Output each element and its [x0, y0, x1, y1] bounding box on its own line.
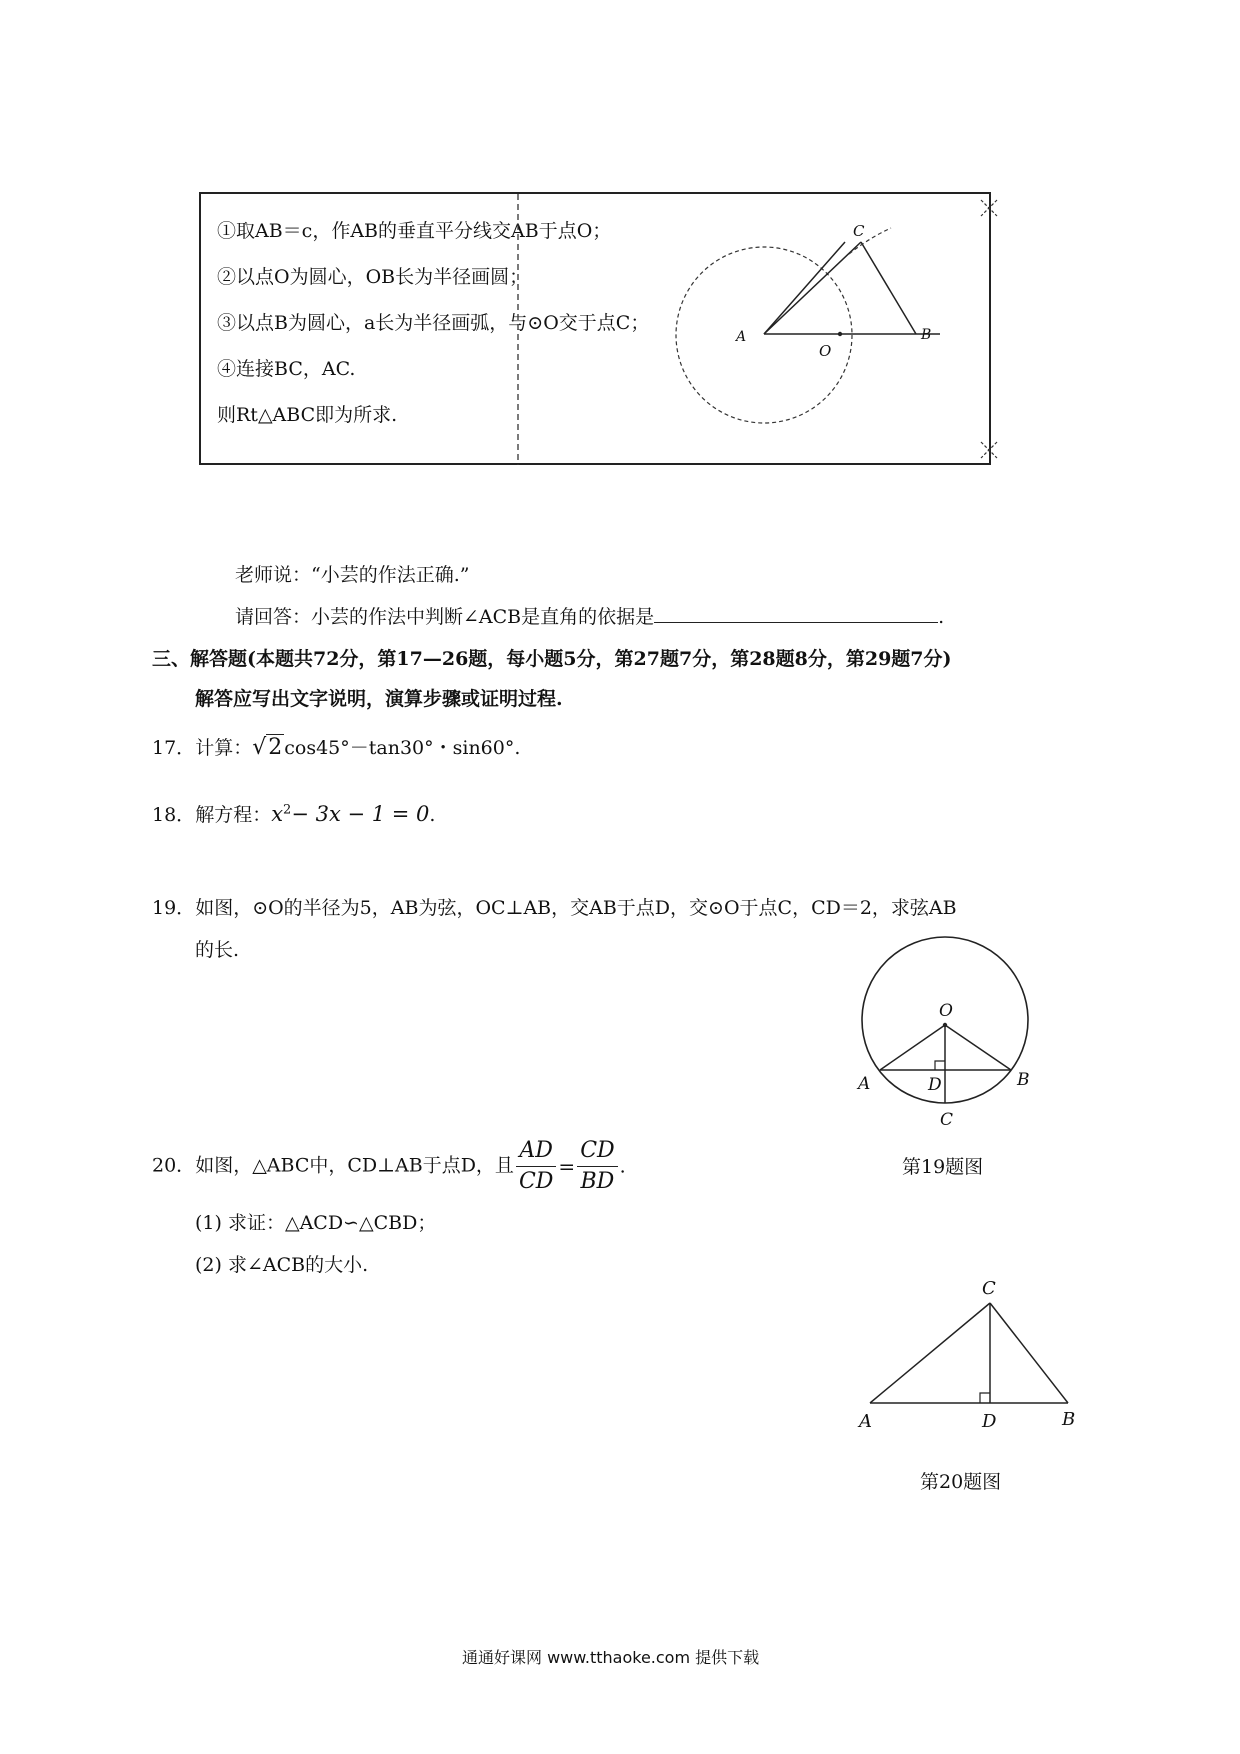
q19-label-c: C [940, 1110, 954, 1130]
question-line [235, 602, 944, 629]
q20-lead: 如图，△ABC中，CD⊥AB于点D，且 [195, 1154, 514, 1177]
q17-rest: cos45°－tan30°・sin60°. [284, 737, 521, 759]
construction-step-1: ①取AB＝c，作AB的垂直平分线交AB于点O； [217, 220, 612, 242]
question-prompt: 请回答：小芸的作法中判断∠ACB是直角的依据是 [235, 606, 655, 628]
q19-number: 19． [152, 897, 196, 919]
q20-fraction-1 [516, 1136, 556, 1197]
q19-figure [840, 930, 1040, 1130]
q20-frac2-num: CD [577, 1136, 617, 1167]
label-c: C [853, 222, 865, 240]
q20-number: 20． [152, 1154, 196, 1177]
q19-label-b: B [1017, 1070, 1030, 1090]
q18-lead: 解方程： [195, 804, 272, 826]
q17-radicand: 2 [268, 735, 283, 760]
question-end: . [938, 606, 945, 628]
q20-fraction-2 [577, 1136, 617, 1197]
label-b: B [921, 327, 932, 343]
q17-lead: 计算： [195, 737, 253, 759]
label-a: A [736, 329, 747, 345]
q20-caption: 第20题图 [920, 1471, 1002, 1493]
q20-figure [850, 1270, 1100, 1440]
question-18 [152, 800, 435, 827]
question-20 [152, 1136, 626, 1197]
q20-part-2: (2) 求∠ACB的大小. [195, 1254, 369, 1276]
construction-step-2: ②以点O为圆心，OB长为半径画圆； [217, 266, 529, 288]
footer-text: 通通好课网 www.tthaoke.com 提供下载 [462, 1648, 760, 1667]
q18-var: x [271, 802, 284, 826]
q17-sqrt: √2 [252, 735, 283, 760]
q20-part-1: (1) 求证：△ACD∽△CBD； [195, 1212, 437, 1234]
q18-end: . [429, 804, 436, 826]
question-19-line2: 的长. [195, 939, 240, 961]
q19-label-o: O [939, 1001, 953, 1021]
q19-text: 如图，⊙O的半径为5，AB为弦，OC⊥AB，交AB于点D，交⊙O于点C，CD＝2，求弦AB [195, 897, 957, 919]
construction-conclusion: 则Rt△ABC即为所求. [217, 404, 398, 426]
question-19-line1 [152, 893, 957, 920]
teacher-comment: 老师说：“小芸的作法正确.” [235, 564, 470, 586]
segment-ac [764, 242, 845, 334]
q20-label-c: C [982, 1278, 996, 1299]
question-17 [152, 733, 520, 760]
q20-frac2-den: BD [580, 1169, 615, 1194]
answer-blank [654, 604, 938, 623]
construction-step-3: ③以点B为圆心，a长为半径画弧，与⊙O交于点C； [217, 312, 650, 334]
section3-instruction: 解答应写出文字说明，演算步骤或证明过程. [195, 688, 563, 710]
q20-label-a: A [859, 1411, 872, 1432]
section3-title: 三、解答题(本题共72分，第17—26题，每小题5分，第27题7分，第28题8分，第29题7分) [152, 648, 952, 670]
q18-equation: − 3x − 1 = 0 [291, 802, 430, 826]
construction-step-4: ④连接BC，AC. [217, 358, 356, 380]
q19-label-d: D [928, 1075, 942, 1095]
q18-number: 18． [152, 804, 196, 826]
construction-box [199, 192, 991, 465]
q20-label-d: D [982, 1411, 997, 1432]
q17-number: 17． [152, 737, 196, 759]
label-o: O [819, 342, 832, 360]
q20-frac1-den: CD [518, 1169, 554, 1194]
q19-caption: 第19题图 [902, 1156, 984, 1178]
q19-label-a: A [858, 1074, 871, 1094]
q20-frac1-num: AD [516, 1136, 556, 1167]
q20-label-b: B [1062, 1409, 1076, 1430]
construction-figure [736, 194, 991, 464]
q18-sup: 2 [283, 802, 292, 818]
q20-end: . [619, 1155, 626, 1178]
q20-equals: = [558, 1154, 576, 1179]
segment-bc [861, 242, 916, 334]
